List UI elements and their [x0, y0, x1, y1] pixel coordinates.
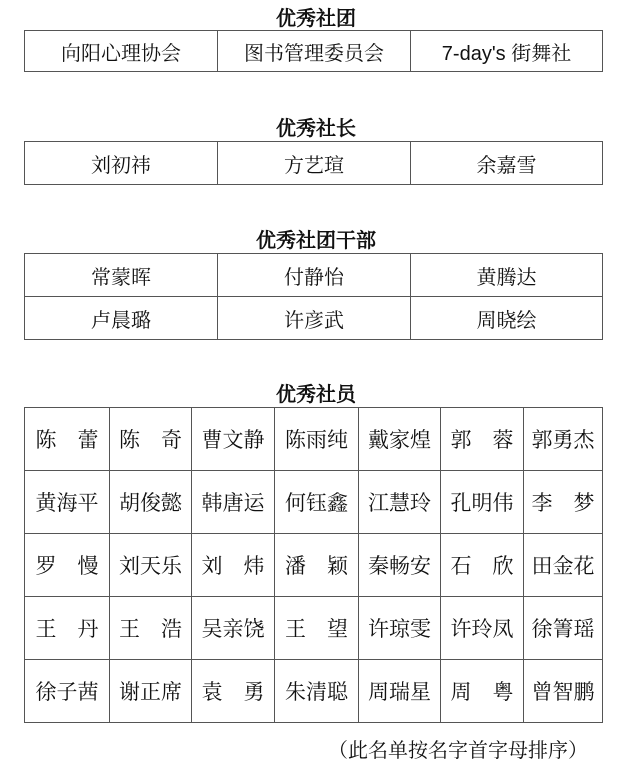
member-name-cell: 许琼雯: [359, 597, 441, 660]
club-cell: 7-day's 街舞社: [411, 31, 603, 72]
member-name-cell: 徐子茜: [25, 660, 110, 723]
table-row: [25, 408, 603, 471]
member-name-cell: 秦畅安: [359, 534, 441, 597]
table-row: [25, 660, 603, 723]
member-name-cell: 黄海平: [25, 471, 110, 534]
member-name-cell: 曹文静: [192, 408, 275, 471]
club-cell: 图书管理委员会: [218, 31, 411, 72]
member-name-cell: 潘 颖: [275, 534, 359, 597]
section-title-excellent-members: 优秀社员: [276, 382, 356, 406]
excellent-clubs-table: [24, 30, 603, 72]
member-name-cell: 袁 勇: [192, 660, 275, 723]
member-name-cell: 周 粤: [441, 660, 524, 723]
member-name-cell: 王 望: [275, 597, 359, 660]
member-name-cell: 吴亲饶: [192, 597, 275, 660]
member-name-cell: 韩唐运: [192, 471, 275, 534]
member-name-cell: 戴家煌: [359, 408, 441, 471]
member-name-cell: 陈雨纯: [275, 408, 359, 471]
member-name-cell: 石 欣: [441, 534, 524, 597]
excellent-presidents-table: [24, 141, 603, 185]
member-name-cell: 徐箐瑶: [524, 597, 603, 660]
member-name-cell: 何钰鑫: [275, 471, 359, 534]
cadre-cell: 常蒙晖: [25, 254, 218, 297]
member-name-cell: 刘 炜: [192, 534, 275, 597]
president-cell: 方艺瑄: [218, 142, 411, 185]
section-title-excellent-cadres: 优秀社团干部: [256, 228, 376, 252]
cadre-cell: 周晓绘: [411, 297, 603, 340]
member-name-cell: 孔明伟: [441, 471, 524, 534]
member-name-cell: 田金花: [524, 534, 603, 597]
president-cell: 刘初祎: [25, 142, 218, 185]
member-name-cell: 刘天乐: [110, 534, 192, 597]
member-name-cell: 罗 慢: [25, 534, 110, 597]
cadre-cell: 付静怡: [218, 254, 411, 297]
excellent-members-table: [24, 407, 603, 723]
section-title-excellent-presidents: 优秀社长: [276, 116, 356, 140]
table-row: [25, 597, 603, 660]
member-name-cell: 周瑞星: [359, 660, 441, 723]
section-title-excellent-clubs: 优秀社团: [276, 6, 356, 30]
member-name-cell: 谢正席: [110, 660, 192, 723]
table-row: [25, 471, 603, 534]
member-name-cell: 曾智鹏: [524, 660, 603, 723]
sorting-footnote: （此名单按名字首字母排序）: [328, 738, 588, 762]
member-name-cell: 胡俊懿: [110, 471, 192, 534]
member-name-cell: 郭勇杰: [524, 408, 603, 471]
member-name-cell: 江慧玲: [359, 471, 441, 534]
club-cell: 向阳心理协会: [25, 31, 218, 72]
member-name-cell: 朱清聪: [275, 660, 359, 723]
member-name-cell: 陈 蕾: [25, 408, 110, 471]
table-row: [25, 534, 603, 597]
cadre-cell: 卢晨璐: [25, 297, 218, 340]
president-cell: 余嘉雪: [411, 142, 603, 185]
member-name-cell: 许玲凤: [441, 597, 524, 660]
cadre-cell: 黄腾达: [411, 254, 603, 297]
member-name-cell: 王 丹: [25, 597, 110, 660]
member-name-cell: 王 浩: [110, 597, 192, 660]
member-name-cell: 李 梦: [524, 471, 603, 534]
member-name-cell: 陈 奇: [110, 408, 192, 471]
cadre-cell: 许彦武: [218, 297, 411, 340]
excellent-cadres-table: [24, 253, 603, 340]
member-name-cell: 郭 蓉: [441, 408, 524, 471]
